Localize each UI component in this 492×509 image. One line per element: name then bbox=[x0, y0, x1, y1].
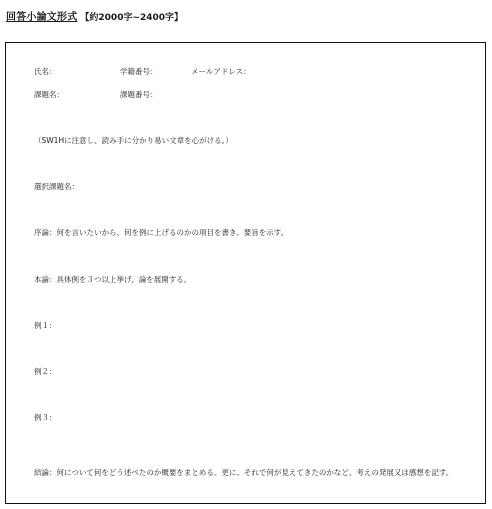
introduction-instruction: 序論：何を言いたいから、何を例に上げるのかの項目を書き、要旨を示す。 bbox=[34, 228, 289, 237]
email-label: メールアドレス： bbox=[191, 67, 251, 76]
conclusion-instruction: 結論：何について何をどう述べたのか概要をまとめる。更に、それで何が見えてきたのかなど、考えの発展又は感想を記す。 bbox=[34, 468, 454, 477]
example-2-label: 例２： bbox=[34, 367, 57, 376]
course-name-label: 課題名： bbox=[34, 90, 64, 99]
student-id-label: 学籍番号： bbox=[120, 67, 158, 76]
course-id-label: 課題番号： bbox=[120, 90, 158, 99]
document-title: 回答小論文形式 bbox=[6, 12, 78, 23]
document-length-note: 【約2000字~2400字】 bbox=[80, 13, 184, 23]
example-3-label: 例３： bbox=[34, 413, 57, 422]
document-header bbox=[6, 5, 183, 24]
writing-note: （SW1Hに注意し、読み手に分かり易い文章を心がける。） bbox=[34, 136, 233, 145]
answer-form-box bbox=[5, 42, 486, 504]
body-instruction: 本論：具体例を３つ以上挙げ、論を展開する。 bbox=[34, 275, 192, 284]
selected-topic-label: 選択課題名： bbox=[34, 182, 79, 191]
example-1-label: 例１： bbox=[34, 321, 57, 330]
name-label: 氏名： bbox=[34, 67, 57, 76]
